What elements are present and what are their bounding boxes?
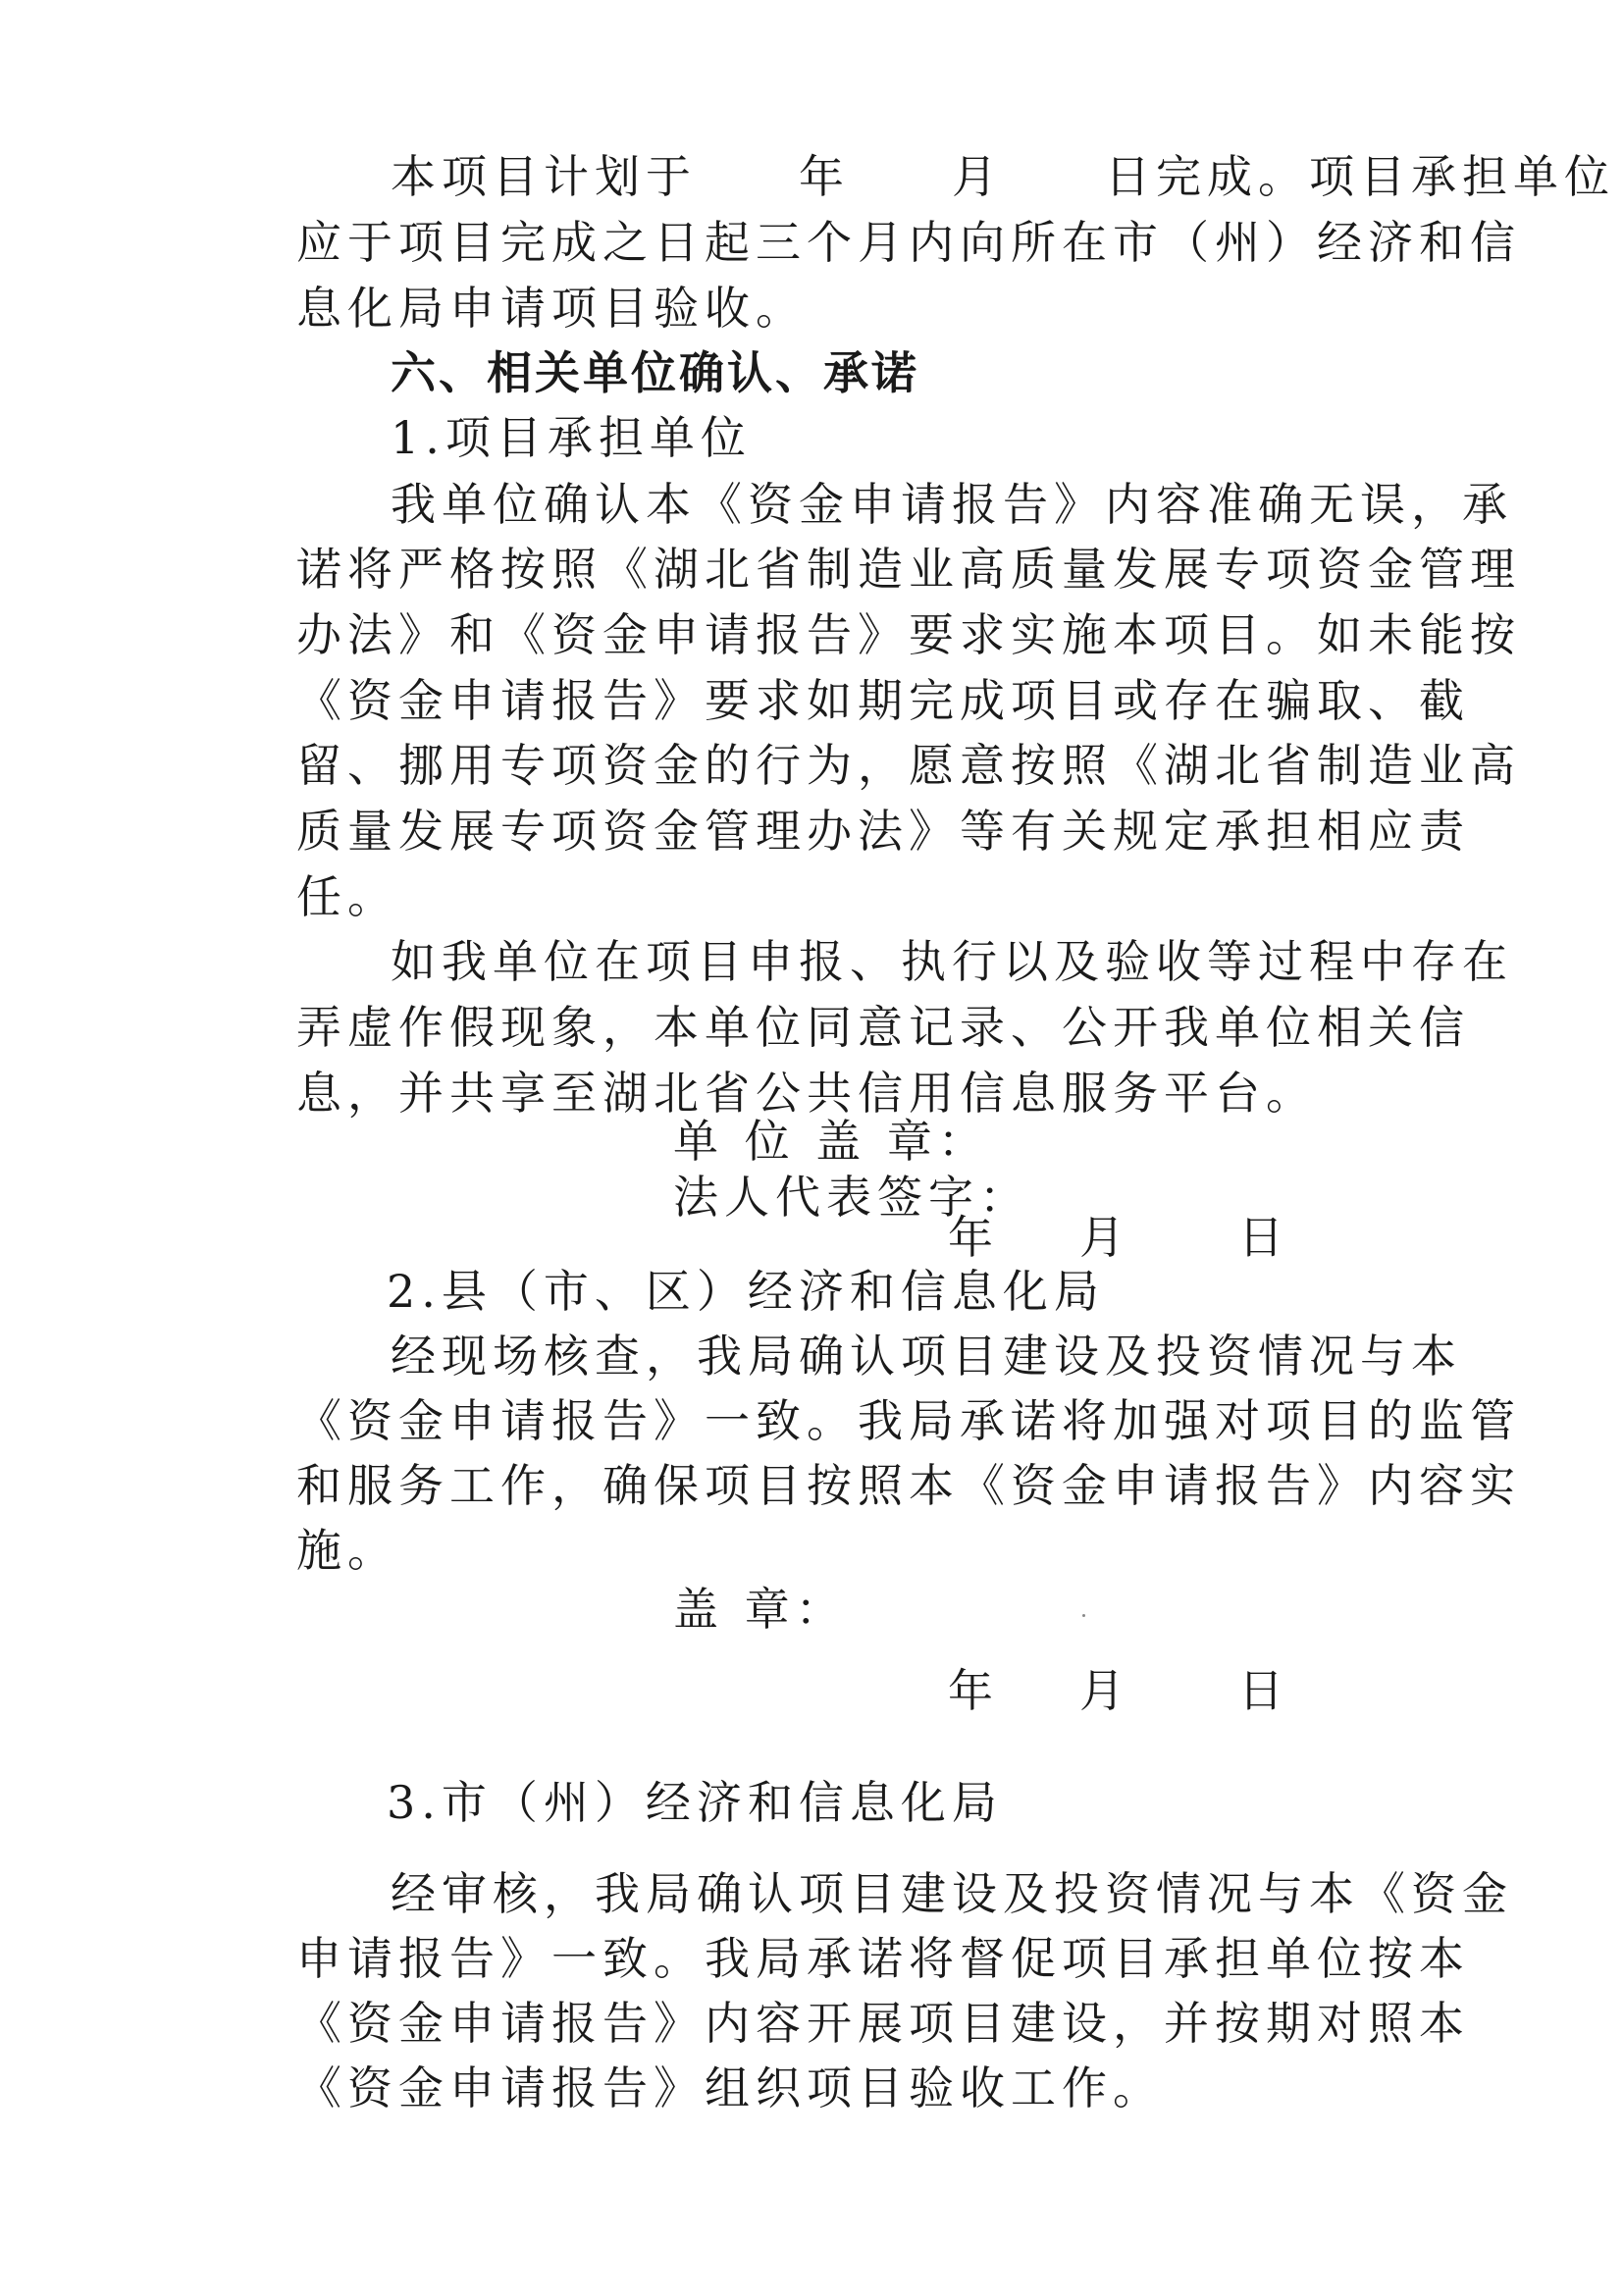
sub3-heading: 3.市（州）经济和信息化局 xyxy=(387,1776,1003,1829)
sub1-date-year: 年 xyxy=(948,1211,999,1264)
sub1-para2-line3: 息，并共享至湖北省公共信用信息服务平台。 xyxy=(296,1067,1317,1120)
sub1-date-day: 日 xyxy=(1238,1211,1289,1264)
sub1-para1-line4: 《资金申请报告》要求如期完成项目或存在骗取、截 xyxy=(296,674,1470,727)
sub1-date-month: 月 xyxy=(1079,1211,1130,1264)
sub2-date-month: 月 xyxy=(1079,1664,1130,1717)
sub1-para1-line5: 留、挪用专项资金的行为，愿意按照《湖北省制造业高 xyxy=(296,739,1521,792)
sub2-para-line2: 《资金申请报告》一致。我局承诺将加强对项目的监管 xyxy=(296,1394,1521,1447)
para1-line1: 本项目计划于 年 月 日完成。项目承担单位 xyxy=(391,150,1615,203)
unit-seal-label: 单 位 盖 章： xyxy=(673,1115,989,1168)
sub1-para1-line3: 办法》和《资金申请报告》要求实施本项目。如未能按 xyxy=(296,608,1521,661)
sub1-para1-line6: 质量发展专项资金管理办法》等有关规定承担相应责 xyxy=(296,805,1470,858)
sub3-para-line3: 《资金申请报告》内容开展项目建设，并按期对照本 xyxy=(296,1997,1470,2050)
sub2-para-line4: 施。 xyxy=(296,1524,398,1577)
sub1-para2-line2: 弄虚作假现象，本单位同意记录、公开我单位相关信 xyxy=(296,1001,1470,1054)
sub1-para1-line1: 我单位确认本《资金申请报告》内容准确无误，承 xyxy=(391,478,1513,531)
sub3-para-line4: 《资金申请报告》组织项目验收工作。 xyxy=(296,2061,1164,2114)
sub2-para-line3: 和服务工作，确保项目按照本《资金申请报告》内容实 xyxy=(296,1459,1521,1512)
sub2-seal-label: 盖 章： xyxy=(673,1583,847,1636)
sub2-heading: 2.县（市、区）经济和信息化局 xyxy=(387,1265,1105,1318)
para1-line3: 息化局申请项目验收。 xyxy=(296,282,807,335)
sub1-para2-line1: 如我单位在项目申报、执行以及验收等过程中存在 xyxy=(391,935,1513,988)
section6-heading: 六、相关单位确认、承诺 xyxy=(391,346,919,399)
sub2-date-day: 日 xyxy=(1238,1664,1289,1717)
sub2-date-year: 年 xyxy=(948,1664,999,1717)
sub1-heading: 1.项目承担单位 xyxy=(391,411,752,464)
sub3-para-line2: 申请报告》一致。我局承诺将督促项目承担单位按本 xyxy=(296,1932,1470,1985)
legal-rep-signature-label: 法人代表签字： xyxy=(673,1171,1030,1224)
para1-line2: 应于项目完成之日起三个月内向所在市（州）经济和信 xyxy=(296,216,1521,269)
scan-speck xyxy=(1082,1614,1085,1617)
sub1-para1-line7: 任。 xyxy=(296,870,398,923)
sub3-para-line1: 经审核，我局确认项目建设及投资情况与本《资金 xyxy=(391,1867,1513,1920)
sub1-para1-line2: 诺将严格按照《湖北省制造业高质量发展专项资金管理 xyxy=(296,543,1521,596)
sub2-para-line1: 经现场核查，我局确认项目建设及投资情况与本 xyxy=(391,1330,1462,1383)
